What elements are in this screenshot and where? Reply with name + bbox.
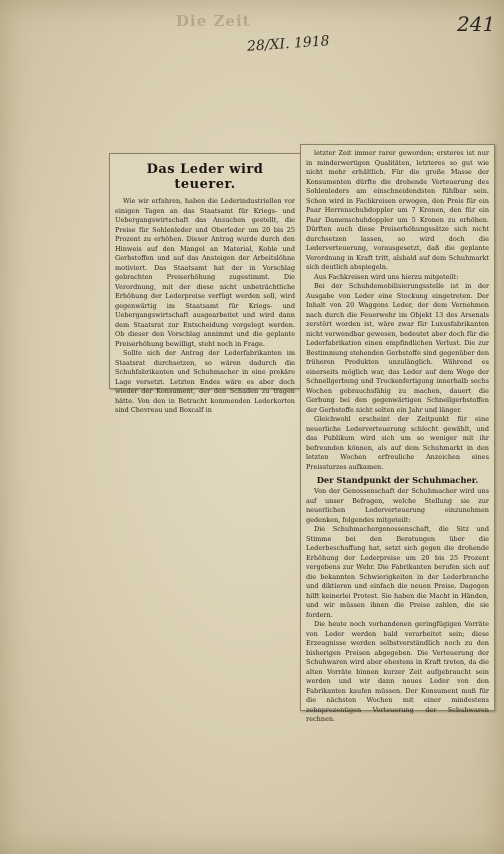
archive-number: 241 xyxy=(457,12,496,36)
article-paragraph: letzter Zeit immer rarer geworden; ersteres ist nur in minderwertigen Qualitäten, letzteres so gut wie nicht mehr erhältlich. Für die große Masse der Konsumenten dürfte die drohende Verteuerung des Sohlenleders am einschneidendsten fühlbar sein. Schon wird in Fachkreisen erwogen, den Preis für ein Paar Herrenschuhdoppler um 7 Kronen, den für ein Paar Damenschuhdoppler um 5 Kronen zu erhöhen. Dürften auch diese Preiserhöhungssätze sich nicht durchsetzen lassen, so wird doch die Lederverteuerung, vorausgesetzt, daß die geplante Verordnung in Kraft tritt, alsbald auf dem Schuhmarkt sich deutlich abspiegeln. xyxy=(306,149,489,271)
clipping-right xyxy=(300,144,495,723)
article-headline: Das Leder wird teuerer. xyxy=(146,162,264,192)
section-subheading: Der Standpunkt der Schuhmacher. xyxy=(316,475,479,485)
article-paragraph: Sollte sich der Antrag der Lederfabrikanten im Staatsrat durchsetzen, so wären dadurch die Schuhfabrikanten und Schuhmacher in eine prekäre Lage versetzt. Letzten Endes wäre es aber doch wieder der Konsument, der den Schaden zu tragen hätte. Von den in Betracht kommenden Lederkorten sind Chevreau und Boxcalf in xyxy=(115,349,295,414)
article-paragraph: Von der Genossenschaft der Schuhmacher wird uns auf unser Befragen, welche Stellung sie zur neuerlichen Lederverteuerung einzunehmen gedenken, folgendes mitgeteilt: xyxy=(306,487,489,524)
article-paragraph: Gleichwohl erscheint der Zeitpunkt für eine neuerliche Lederverteuerung schlecht gewählt, und das Publikum wird sich um so weniger mit ihr befreunden können, als auf dem Schuhmarkt in den letzten Wochen erfreuliche Anzeichen eines Preissturzes aufkamen. xyxy=(306,415,489,471)
article-paragraph: Die Schuhmachergenossenschaft, die Sitz und Stimme bei den Beratungen über die Lederbeschaffung hat, setzt sich gegen die drohende Erhöhung der Lederpreise um 20 bis 25 Prozent vergebens zur Wehr. Die Fabrikanten berufen sich auf die bekannten Schwierigkeiten in der Lederbranche und diktieren und einfach die neuen Preise. Dagegen hilft keinerlei Protest. Sie haben die Macht in Händen, und wir müssen ihnen die Preise zahlen, die sie fordern. xyxy=(306,525,489,619)
handwritten-date: 28/XI. 1918 xyxy=(246,33,331,55)
article-paragraph: Bei der Schuhdemobilisierungsstelle ist in der Ausgabe von Leder eine Stockung eingetreten. Der Inhalt von 20 Waggons Leder, der dem Vernehmen nach durch die Feuerwehr im Objekt 13 des Arsenals zerstört worden ist, wäre zwar für Luxusfabrikanten nicht verwendbar gewesen, bedeutet aber doch für die Lederfabrikation einen empfindlichen Verlust. Die zur Bestimmung stehenden Gerbstoffe sind gegenüber den früheren Produkten unzulänglich. Während es einerseits möglich war, das Leder auf dem Wege der Schnellgerbung und Trockenfertigung innerhalb sechs Wochen gebrauchsfähig zu machen, dauert die Gerbung bei den gegenwärtigen Schnellgerbstoffen der Gerbstoffe nicht selten ein Jahr und länger. xyxy=(306,282,489,414)
clipping-left xyxy=(109,153,301,414)
article-paragraph: Aus Fachkreisen wird uns hierzu mitgeteilt: xyxy=(314,272,459,281)
article-paragraph: Wie wir erfahren, haben die Lederindustriellen vor einigen Tagen an das Staatsamt für Kriegs- und Uebergangswirtschaft das Ansuchen gestellt, die Preise für Sohlenleder und Oberleder um 20 bis 25 Prozent zu erhöhen. Dieser Antrag wurde durch den Hinweis auf den Mangel an Material, Kohle und Gerbstoffen und auf das Ansteigen der Arbeitslöhne motiviert. Das Staatsamt hat der in Vorschlag gebrachten Preiserhöhung zugestimmt. Die Verordnung, mit der diese nicht unbeträchtliche Erhöhung der Lederpreise verfügt werden soll, wird gegenwärtig im Staatsamt für Kriegs- und Uebergangswirtschaft ausgearbeitet und wird dann dem Staatsrat zur Entscheidung vorgelegt werden. Ob dieser den Vorschlag annimmt und die geplante Preiserhöhung bewilligt, steht noch in Frage. xyxy=(115,197,295,348)
newspaper-stamp: Die Zeit xyxy=(176,12,251,30)
article-paragraph: Die heute noch vorhandenen geringfügigen Vorräte von Leder werden bald verarbeitet sein; diese Erzeugnisse werden selbstverständlich noch zu den bisherigen Preisen abgegeben. Die Verteuerung der Schuhwaren wird aber ehestens in Kraft treten, da die alten Vorräte binnen kurzer Zeit aufgebraucht sein werden und wir dann neues Leder von den Fabrikanten kaufen müssen. Der Konsument muß für die nächsten Wochen mit einer mindestens zehnprozentigen Verteuerung der Schuhwaren rechnen. xyxy=(306,620,489,723)
